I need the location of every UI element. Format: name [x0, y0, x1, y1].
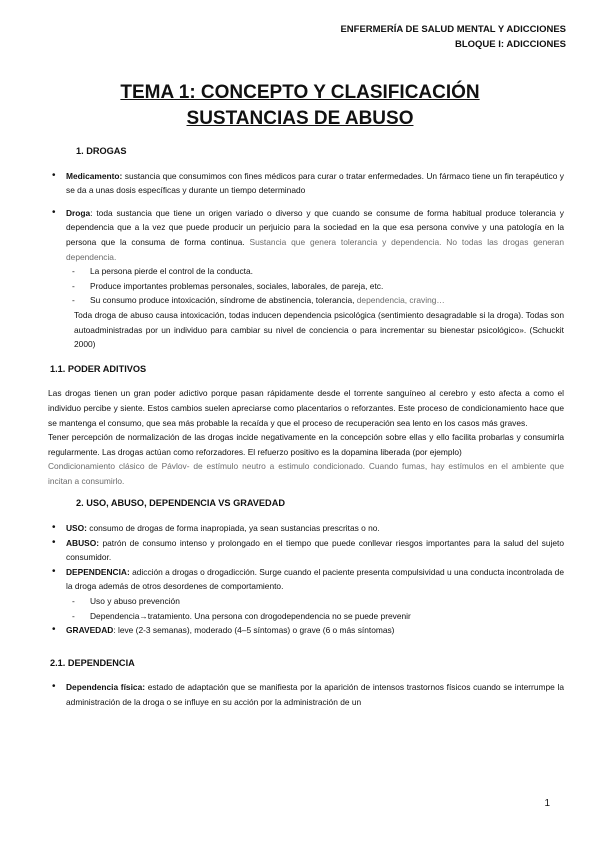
dash-consumo-note: dependencia, craving…: [356, 295, 445, 306]
title-line-2: SUSTANCIAS DE ABUSO: [186, 108, 414, 129]
dash-item-consumo: [48, 293, 564, 308]
section-heading-drogas: 1. DROGAS: [76, 146, 127, 156]
dash-consumo-text: Su consumo produce intoxicación, síndrome de abstinencia, tolerancia,: [90, 295, 357, 306]
bullet-abuso: [48, 536, 564, 565]
paragraph-pavlov: Condicionamiento clásico de Pávlov- de estímulo neutro a estimulo condicionado. Cuando fumas, hay estímulos en el ambiente que incitan a consumirlo.: [48, 461, 564, 486]
bullet-dependencia-fisica: [48, 680, 564, 709]
term-droga: Droga: [66, 207, 91, 218]
definition-dependencia-fisica: estado de adaptación que se manifiesta por la aparición de intensos trastornos físicos cuando se interrumpe la administración de la droga o se influye en su acción por la administración de un: [66, 682, 564, 707]
section-heading-uso-abuso: 2. USO, ABUSO, DEPENDENCIA VS GRAVEDAD: [76, 498, 285, 509]
page-title: [0, 80, 600, 132]
definition-medicamento: sustancia que consumimos con fines médicos para curar o tratar enfermedades. Un fármaco tiene un fin terapéutico y se da a unas dosis específicas y durante un tiempo determinado: [66, 170, 564, 196]
definition-uso: consumo de drogas de forma inapropiada, ya sean sustancias prescritas o no.: [86, 523, 380, 534]
bullet-uso: [48, 521, 564, 536]
header-block: BLOQUE I: ADICCIONES: [454, 39, 566, 50]
definition-gravedad: : leve (2-3 semanas), moderado (4–5 síntomas) o grave (6 o más síntomas): [113, 625, 395, 636]
term-abuso: ABUSO:: [66, 537, 100, 548]
bullet-medicamento: [48, 169, 564, 198]
definition-droga: : toda sustancia que tiene un origen variado o diverso y que cuando se consume de forma habitual produce tolerancia y dependencia que a la vez que puede producir un perjuicio para la sociedad en la que esa persona convive y una patología en la persona que la consuma de forma continua.: [66, 207, 564, 247]
subsection-heading-dependencia: 2.1. DEPENDENCIA: [50, 657, 135, 668]
dash-item-tratamiento: - Dependencia→tratamiento. Una persona con drogodependencia no se puede prevenir: [48, 609, 564, 624]
running-header: [340, 22, 566, 52]
subsection-heading-poder-aditivos: 1.1. PODER ADITIVOS: [50, 363, 147, 374]
droga-note: Sustancia que genera tolerancia y dependencia. No todas las drogas generan dependencia.: [66, 236, 564, 262]
schuckit-quote: Toda droga de abuso causa intoxicación, todas inducen dependencia psicológica (sentimiento desagradable si la droga). Todas son autoadministradas por un individuo para cambiar su nivel de conciencia o para incrementar su bienestar psicológico». (Schuckit 2000): [74, 309, 564, 350]
page-number: 1: [544, 798, 550, 809]
term-gravedad: GRAVEDAD: [66, 625, 114, 636]
dash-item-prevencion: - Uso y abuso prevención: [48, 594, 564, 609]
bullet-droga: [48, 206, 564, 264]
term-uso: USO:: [66, 523, 87, 534]
dash-item-control: - La persona pierde el control de la conducta.: [48, 264, 564, 279]
paragraph-normalizacion: Tener percepción de normalización de las drogas incide negativamente en la concepción sobre ellas y ello facilita probarlas y consumirla regularmente. Las drogas actúan como reforzadores. El refuerzo positivo es la dopamina liberada (por ejemplo): [48, 432, 564, 457]
title-line-1: TEMA 1: CONCEPTO Y CLASIFICACIÓN: [120, 82, 480, 103]
document-body: [48, 144, 564, 710]
dash-item-problemas: - Produce importantes problemas personales, sociales, laborales, de pareja, etc.: [48, 279, 564, 294]
term-dependencia: DEPENDENCIA:: [66, 566, 130, 577]
paragraph-poder-adictivo: Las drogas tienen un gran poder adictivo porque pasan rápidamente desde el torrente sanguíneo al cerebro y esto afecta a como el individuo percibe y siente. Estos cambios suelen apreciarse como placentarios o reforzantes. Este proceso de condicionamiento hace que se mantenga el consumo, que sea más probable la recaída y que el proceso de recuperación sea lento en los casos más graves.: [48, 388, 564, 428]
header-course: ENFERMERÍA DE SALUD MENTAL Y ADICCIONES: [340, 24, 566, 35]
term-medicamento: Medicamento:: [66, 170, 123, 181]
bullet-gravedad: [48, 623, 564, 638]
definition-abuso: patrón de consumo intenso y prolongado en el tiempo que puede conllevar riesgos importantes para la salud del sujeto consumidor.: [66, 537, 564, 563]
term-dependencia-fisica: Dependencia física:: [66, 682, 146, 693]
definition-dependencia: adicción a drogas o drogadicción. Surge cuando el paciente presenta compulsividad u una conducta incontrolada de la droga además de otros desordenes de comportamiento.: [66, 566, 564, 592]
bullet-dependencia: [48, 565, 564, 594]
